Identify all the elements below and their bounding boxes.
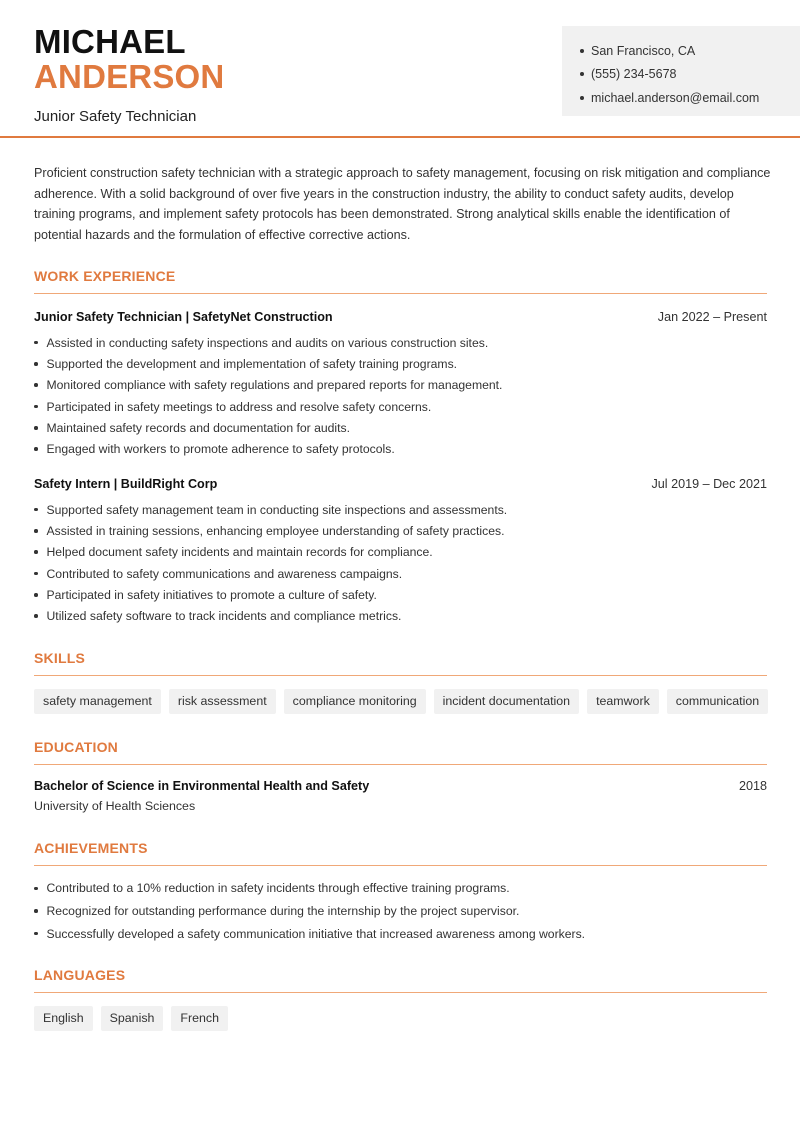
languages-heading: LANGUAGES xyxy=(34,967,767,993)
list-item xyxy=(34,396,767,417)
bullet-icon xyxy=(34,887,38,891)
achievement-text: Recognized for outstanding performance during the internship by the project supervisor. xyxy=(46,904,520,919)
bullet-icon xyxy=(34,572,38,576)
bullet-icon xyxy=(34,550,38,554)
list-item xyxy=(34,877,767,900)
bullet-icon xyxy=(580,49,584,53)
bullet-icon xyxy=(34,932,38,936)
work-experience-heading: WORK EXPERIENCE xyxy=(34,268,767,294)
list-item xyxy=(34,375,767,396)
bullet-icon xyxy=(34,405,38,409)
bullet-icon xyxy=(34,341,38,345)
skill-tag: compliance monitoring xyxy=(284,689,426,714)
languages-list xyxy=(34,1006,228,1031)
bullet-text: Monitored compliance with safety regulations and prepared reports for management. xyxy=(46,378,503,393)
job-bullets xyxy=(34,332,767,460)
bullet-icon xyxy=(34,426,38,430)
achievements-list xyxy=(34,877,767,945)
achievement-text: Successfully developed a safety communication initiative that increased awareness among workers. xyxy=(46,926,586,941)
location-text: San Francisco, CA xyxy=(591,43,696,58)
bullet-text: Helped document safety incidents and maintain records for compliance. xyxy=(46,545,433,560)
skill-tag: safety management xyxy=(34,689,161,714)
list-item xyxy=(34,605,767,626)
bullet-icon xyxy=(34,447,38,451)
resume-header xyxy=(0,0,800,138)
bullet-icon xyxy=(34,909,38,913)
professional-summary: Proficient construction safety technician with a strategic approach to safety management, focusing on risk mitigation and compliance adherence. With a solid background of over five years in the construction industry, the ability to conduct safety audits, develop training programs, and implement safety protocols has been demonstrated. Strong analytical skills enable the identification of potential hazards and the formulation of effective corrective actions. xyxy=(34,166,771,242)
bullet-icon xyxy=(34,383,38,387)
bullet-icon xyxy=(34,614,38,618)
bullet-text: Supported safety management team in conducting site inspections and assessments. xyxy=(46,502,508,517)
achievement-text: Contributed to a 10% reduction in safety incidents through effective training programs. xyxy=(46,881,510,896)
skill-tag: communication xyxy=(667,689,768,714)
education-header xyxy=(34,779,767,793)
graduation-year: 2018 xyxy=(738,779,767,793)
contact-location xyxy=(580,39,800,63)
bullet-text: Utilized safety software to track incidents and compliance metrics. xyxy=(46,609,402,624)
bullet-icon xyxy=(34,529,38,533)
education-heading: EDUCATION xyxy=(34,739,767,765)
list-item xyxy=(34,542,767,563)
list-item xyxy=(34,332,767,353)
bullet-icon xyxy=(580,72,584,76)
skills-list xyxy=(34,689,768,714)
list-item xyxy=(34,922,767,945)
bullet-icon xyxy=(34,362,38,366)
language-tag: Spanish xyxy=(101,1006,164,1031)
phone-text: (555) 234-5678 xyxy=(591,67,677,82)
bullet-icon xyxy=(34,593,38,597)
first-name: MICHAEL xyxy=(34,23,186,60)
skills-heading: SKILLS xyxy=(34,650,767,676)
bullet-icon xyxy=(580,96,584,100)
language-tag: French xyxy=(171,1006,228,1031)
school-name: University of Health Sciences xyxy=(34,799,196,813)
list-item xyxy=(34,563,767,584)
bullet-text: Maintained safety records and documentation for audits. xyxy=(46,420,351,435)
job-header xyxy=(34,310,767,324)
list-item xyxy=(34,499,767,520)
bullet-icon xyxy=(34,508,38,512)
list-item xyxy=(34,438,767,459)
list-item xyxy=(34,417,767,438)
list-item xyxy=(34,520,767,541)
bullet-text: Assisted in training sessions, enhancing employee understanding of safety practices. xyxy=(46,523,505,538)
bullet-text: Participated in safety meetings to address and resolve safety concerns. xyxy=(46,399,432,414)
last-name: ANDERSON xyxy=(34,58,225,95)
achievements-heading: ACHIEVEMENTS xyxy=(34,840,767,866)
name-block xyxy=(34,24,224,125)
skill-tag: incident documentation xyxy=(434,689,579,714)
contact-phone xyxy=(580,63,800,87)
job-role: Safety Intern | BuildRight Corp xyxy=(34,477,218,491)
list-item xyxy=(34,900,767,923)
job-dates: Jul 2019 – Dec 2021 xyxy=(651,477,767,491)
email-text: michael.anderson@email.com xyxy=(591,90,760,105)
job-dates: Jan 2022 – Present xyxy=(657,310,767,324)
contact-box xyxy=(562,26,800,116)
job-bullets xyxy=(34,499,767,627)
list-item xyxy=(34,584,767,605)
bullet-text: Contributed to safety communications and awareness campaigns. xyxy=(46,566,403,581)
bullet-text: Engaged with workers to promote adherence to safety protocols. xyxy=(46,442,395,457)
bullet-text: Supported the development and implementation of safety training programs. xyxy=(46,356,458,371)
degree-title: Bachelor of Science in Environmental Health and Safety xyxy=(34,779,370,793)
job-role: Junior Safety Technician | SafetyNet Construction xyxy=(34,310,333,324)
list-item xyxy=(34,353,767,374)
skill-tag: teamwork xyxy=(587,689,659,714)
bullet-text: Participated in safety initiatives to promote a culture of safety. xyxy=(46,587,377,602)
contact-email xyxy=(580,86,800,110)
skill-tag: risk assessment xyxy=(169,689,276,714)
job-header xyxy=(34,477,767,491)
bullet-text: Assisted in conducting safety inspections and audits on various construction sites. xyxy=(46,335,489,350)
language-tag: English xyxy=(34,1006,93,1031)
job-title: Junior Safety Technician xyxy=(34,108,197,125)
